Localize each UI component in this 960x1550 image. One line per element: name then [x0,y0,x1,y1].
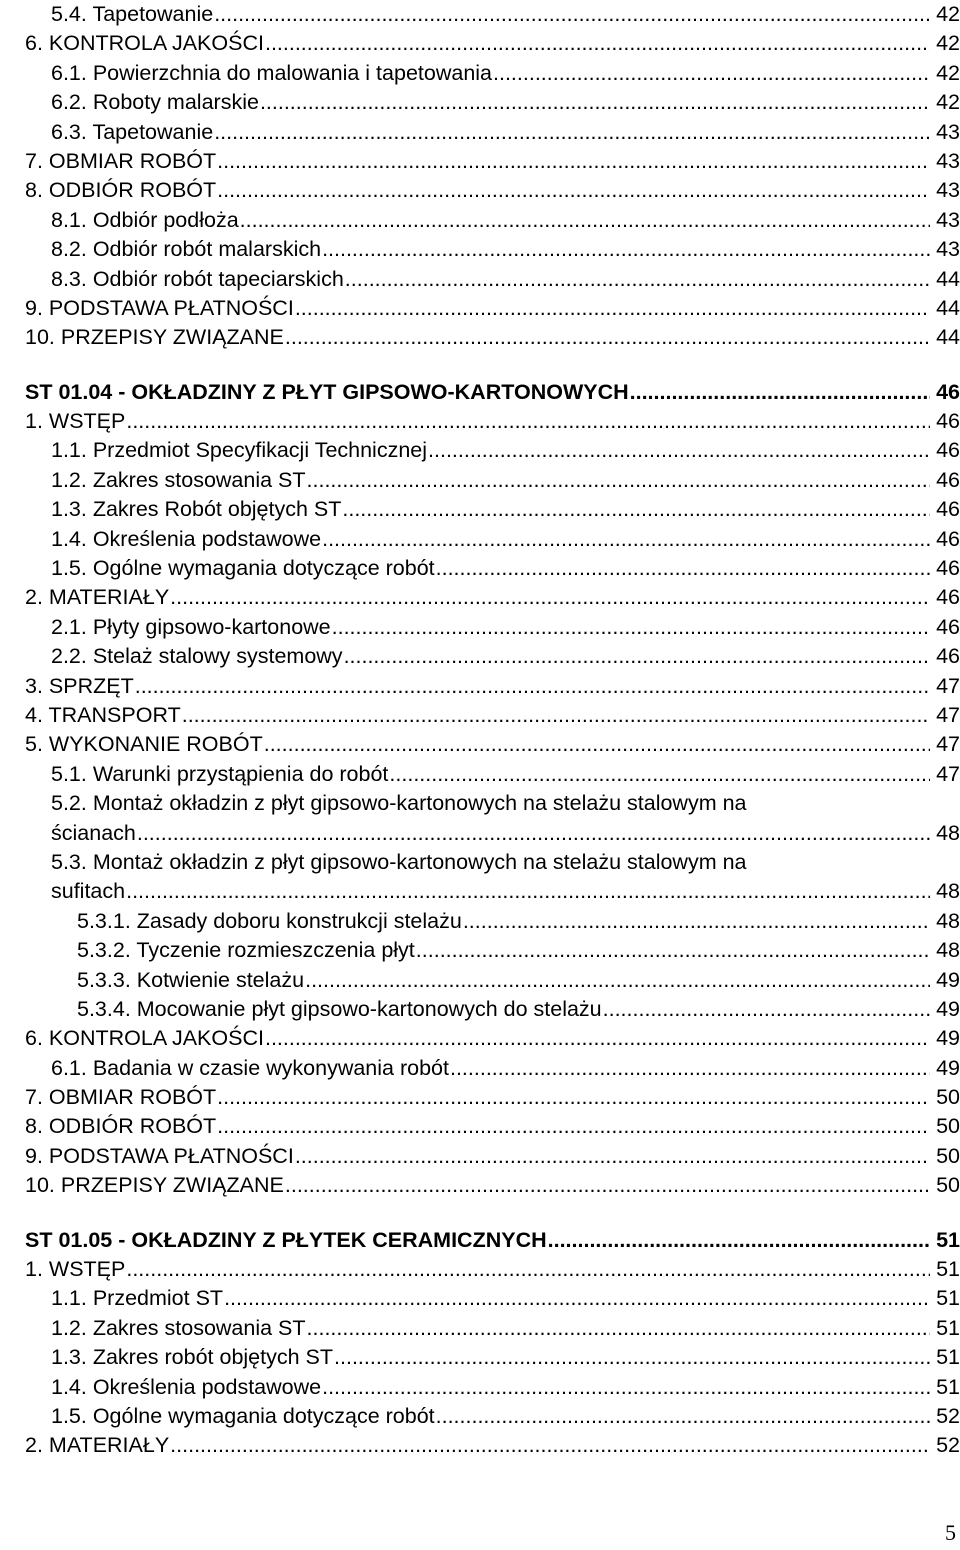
toc-page-number: 46 [930,378,960,407]
toc-entry[interactable] [0,235,960,264]
toc-entry[interactable] [0,1024,960,1053]
toc-dot-leader [224,1284,930,1313]
toc-entry-title: 8.1. Odbiór podłoża [51,206,240,235]
toc-dot-leader [322,1373,930,1402]
toc-entry-title: 6.1. Badania w czasie wykonywania robót [51,1054,450,1083]
toc-entry[interactable] [0,1343,960,1372]
toc-entry-title: ST 01.05 - OKŁADZINY Z PŁYTEK CERAMICZNYCH [25,1226,548,1255]
toc-entry-title-continuation: ścianach [51,819,137,848]
toc-page-number: 46 [930,436,960,465]
toc-entry-title: 4. TRANSPORT [25,701,182,730]
toc-page-number: 48 [930,819,960,848]
toc-entry[interactable] [0,323,960,352]
toc-entry[interactable] [0,88,960,117]
toc-page-number: 49 [930,1024,960,1053]
toc-page-number: 49 [930,1054,960,1083]
toc-page-number: 52 [930,1431,960,1460]
toc-entry-title: 8. ODBIÓR ROBÓT [25,1112,217,1141]
toc-entry[interactable] [0,554,960,583]
toc-page-number: 51 [930,1373,960,1402]
toc-page-number: 42 [930,29,960,58]
toc-dot-leader [170,1431,930,1460]
toc-dot-leader [436,554,930,583]
toc-entry-title: 1.5. Ogólne wymagania dotyczące robót [51,1402,436,1431]
toc-dot-leader [345,265,930,294]
toc-entry[interactable] [0,206,960,235]
toc-dot-leader [265,29,930,58]
toc-dot-leader [342,495,930,524]
toc-entry-title: 10. PRZEPISY ZWIĄZANE [25,1171,285,1200]
toc-entry-title: 7. OBMIAR ROBÓT [25,1083,217,1112]
toc-entry-title: 5.3.2. Tyczenie rozmieszczenia płyt [77,936,416,965]
toc-entry-title: 10. PRZEPISY ZWIĄZANE [25,323,285,352]
toc-entry[interactable] [0,672,960,701]
toc-dot-leader [126,407,930,436]
toc-entry[interactable] [0,1373,960,1402]
toc-entry-title: 1.2. Zakres stosowania ST [51,1314,307,1343]
toc-entry[interactable] [0,1083,960,1112]
toc-dot-leader [170,583,930,612]
toc-entry[interactable] [0,265,960,294]
toc-entry[interactable] [0,1255,960,1284]
toc-page-number: 43 [930,235,960,264]
toc-entry-title: 2. MATERIAŁY [25,1431,170,1460]
toc-entry[interactable] [0,995,960,1024]
toc-entry[interactable] [0,701,960,730]
toc-dot-leader [493,59,930,88]
toc-entry-title: 6. KONTROLA JAKOŚCI [25,1024,265,1053]
toc-entry-title: 9. PODSTAWA PŁATNOŚCI [25,1142,295,1171]
toc-dot-leader [344,642,931,671]
toc-dot-leader [260,88,930,117]
toc-dot-leader [240,206,930,235]
toc-page-number: 51 [930,1284,960,1313]
toc-entry-title: 6. KONTROLA JAKOŚCI [25,29,265,58]
toc-dot-leader [217,176,930,205]
toc-section-heading[interactable] [0,1226,960,1255]
toc-page-number: 46 [930,495,960,524]
toc-entry-title: 5.1. Warunki przystąpienia do robót [51,760,389,789]
toc-entry[interactable] [0,613,960,642]
toc-dot-leader [217,147,930,176]
toc-page-number: 48 [930,907,960,936]
toc-entry-title: 5.3.1. Zasady doboru konstrukcji stelażu [77,907,463,936]
toc-entry-title: 8.3. Odbiór robót tapeciarskich [51,265,345,294]
toc-dot-leader [285,1171,930,1200]
toc-entry-title: ST 01.04 - OKŁADZINY Z PŁYT GIPSOWO-KARTONOWYCH [25,378,630,407]
toc-dot-leader [305,966,930,995]
toc-dot-leader [214,118,930,147]
toc-page-number: 46 [930,407,960,436]
toc-entry-title: 3. SPRZĘT [25,672,135,701]
toc-page-number: 47 [930,730,960,759]
toc-page-number: 50 [930,1142,960,1171]
toc-entry[interactable] [0,1284,960,1313]
toc-entry[interactable] [0,642,960,671]
toc-page-number: 48 [930,936,960,965]
toc-dot-leader [217,1083,930,1112]
toc-dot-leader [322,525,930,554]
toc-entry[interactable] [0,1402,960,1431]
toc-page-number: 46 [930,466,960,495]
toc-page-number: 44 [930,323,960,352]
toc-entry-title: 1.4. Określenia podstawowe [51,1373,322,1402]
toc-entry[interactable] [0,176,960,205]
toc-dot-leader [548,1226,930,1255]
toc-entry[interactable] [0,1314,960,1343]
toc-entry[interactable] [0,907,960,936]
toc-entry[interactable] [0,1112,960,1141]
toc-entry[interactable] [0,966,960,995]
toc-entry-title: 5. WYKONANIE ROBÓT [25,730,264,759]
toc-dot-leader [264,730,930,759]
toc-page-number: 51 [930,1343,960,1372]
toc-entry-title: 1.3. Zakres Robót objętych ST [51,495,342,524]
toc-entry[interactable] [0,789,960,848]
toc-page-number: 42 [930,59,960,88]
toc-entry-title: 1.1. Przedmiot ST [51,1284,224,1313]
toc-entry[interactable] [0,760,960,789]
toc-page-number: 42 [930,0,960,29]
toc-entry[interactable] [0,59,960,88]
toc-entry-title-continuation: sufitach [51,877,126,906]
toc-page-number: 48 [930,877,960,906]
toc-dot-leader [217,1112,930,1141]
toc-entry-title: 6.2. Roboty malarskie [51,88,260,117]
toc-dot-leader [332,613,930,642]
toc-page-number: 46 [930,642,960,671]
toc-page-number: 43 [930,206,960,235]
toc-page-number: 46 [930,613,960,642]
toc-entry-title: 5.3.4. Mocowanie płyt gipsowo-kartonowych do stelażu [77,995,603,1024]
toc-dot-leader [126,1255,930,1284]
toc-entry-title: 5.2. Montaż okładzin z płyt gipsowo-kartonowych na stelażu stalowym na [51,791,747,816]
toc-entry[interactable] [0,407,960,436]
toc-page-number: 43 [930,176,960,205]
toc-entry-title: 9. PODSTAWA PŁATNOŚCI [25,294,295,323]
toc-entry-title: 1.3. Zakres robót objętych ST [51,1343,334,1372]
toc-entry-title: 5.3. Montaż okładzin z płyt gipsowo-kartonowych na stelażu stalowym na [51,849,747,874]
toc-entry-title: 1.1. Przedmiot Specyfikacji Technicznej [51,436,428,465]
toc-entry-title: 1.5. Ogólne wymagania dotyczące robót [51,554,436,583]
toc-dot-leader [265,1024,930,1053]
toc-entry-title: 2.2. Stelaż stalowy systemowy [51,642,344,671]
page-number: 5 [945,1520,956,1545]
toc-page-number: 43 [930,147,960,176]
toc-page-number: 51 [930,1314,960,1343]
toc-dot-leader [428,436,930,465]
toc-dot-leader [322,235,930,264]
toc-dot-leader [182,701,930,730]
toc-dot-leader [295,294,930,323]
toc-page-number: 44 [930,294,960,323]
toc-entry-title: 8.2. Odbiór robót malarskich [51,235,322,264]
toc-entry-title: 8. ODBIÓR ROBÓT [25,176,217,205]
toc-entry-title: 1.2. Zakres stosowania ST [51,466,307,495]
toc-entry[interactable] [0,1431,960,1460]
toc-page-number: 43 [930,118,960,147]
toc-entry-title: 5.4. Tapetowanie [51,0,214,29]
toc-dot-leader [630,378,930,407]
toc-entry[interactable] [0,525,960,554]
toc-entry[interactable] [0,147,960,176]
toc-dot-leader [137,819,930,848]
toc-entry[interactable] [0,848,960,907]
toc-page-number: 50 [930,1083,960,1112]
toc-dot-leader [214,0,930,29]
toc-page-number: 47 [930,760,960,789]
toc-entry-title: 6.3. Tapetowanie [51,118,214,147]
toc-dot-leader [295,1142,930,1171]
toc-dot-leader [126,877,930,906]
toc-page-number: 46 [930,525,960,554]
toc-page-number: 46 [930,583,960,612]
toc-entry[interactable] [0,29,960,58]
toc-dot-leader [135,672,930,701]
toc-page-number: 49 [930,995,960,1024]
toc-dot-leader [307,1314,931,1343]
toc-dot-leader [389,760,930,789]
toc-dot-leader [416,936,930,965]
toc-entry[interactable] [0,583,960,612]
toc-dot-leader [463,907,930,936]
toc-entry-title: 2.1. Płyty gipsowo-kartonowe [51,613,332,642]
toc-entry-title: 1. WSTĘP [25,1255,126,1284]
toc-dot-leader [450,1054,930,1083]
toc-page-number: 47 [930,701,960,730]
toc-entry[interactable] [0,436,960,465]
toc-entry[interactable] [0,936,960,965]
toc-page-number: 50 [930,1112,960,1141]
toc-entry-title: 1. WSTĘP [25,407,126,436]
toc-dot-leader [334,1343,930,1372]
toc-entry-title: 6.1. Powierzchnia do malowania i tapetowania [51,59,493,88]
toc-page-number: 52 [930,1402,960,1431]
toc-entry-title: 7. OBMIAR ROBÓT [25,147,217,176]
toc-dot-leader [285,323,930,352]
toc-page-number: 47 [930,672,960,701]
toc-entry[interactable] [0,0,960,29]
toc-entry[interactable] [0,1054,960,1083]
toc-page-number: 46 [930,554,960,583]
toc-entry[interactable] [0,466,960,495]
toc-dot-leader [603,995,930,1024]
toc-page-number: 51 [930,1255,960,1284]
toc-dot-leader [436,1402,930,1431]
toc-section-heading[interactable] [0,378,960,407]
toc-page-number: 51 [930,1226,960,1255]
toc-entry[interactable] [0,495,960,524]
toc-entry-title: 2. MATERIAŁY [25,583,170,612]
toc-entry[interactable] [0,118,960,147]
toc-entry[interactable] [0,294,960,323]
toc-page-number: 49 [930,966,960,995]
toc-page-number: 42 [930,88,960,117]
toc-entry[interactable] [0,730,960,759]
toc-entry[interactable] [0,1171,960,1200]
toc-entry[interactable] [0,1142,960,1171]
toc-page-number: 44 [930,265,960,294]
toc-entry-title: 5.3.3. Kotwienie stelażu [77,966,305,995]
toc-entry-title: 1.4. Określenia podstawowe [51,525,322,554]
toc-page-number: 50 [930,1171,960,1200]
toc-dot-leader [307,466,931,495]
